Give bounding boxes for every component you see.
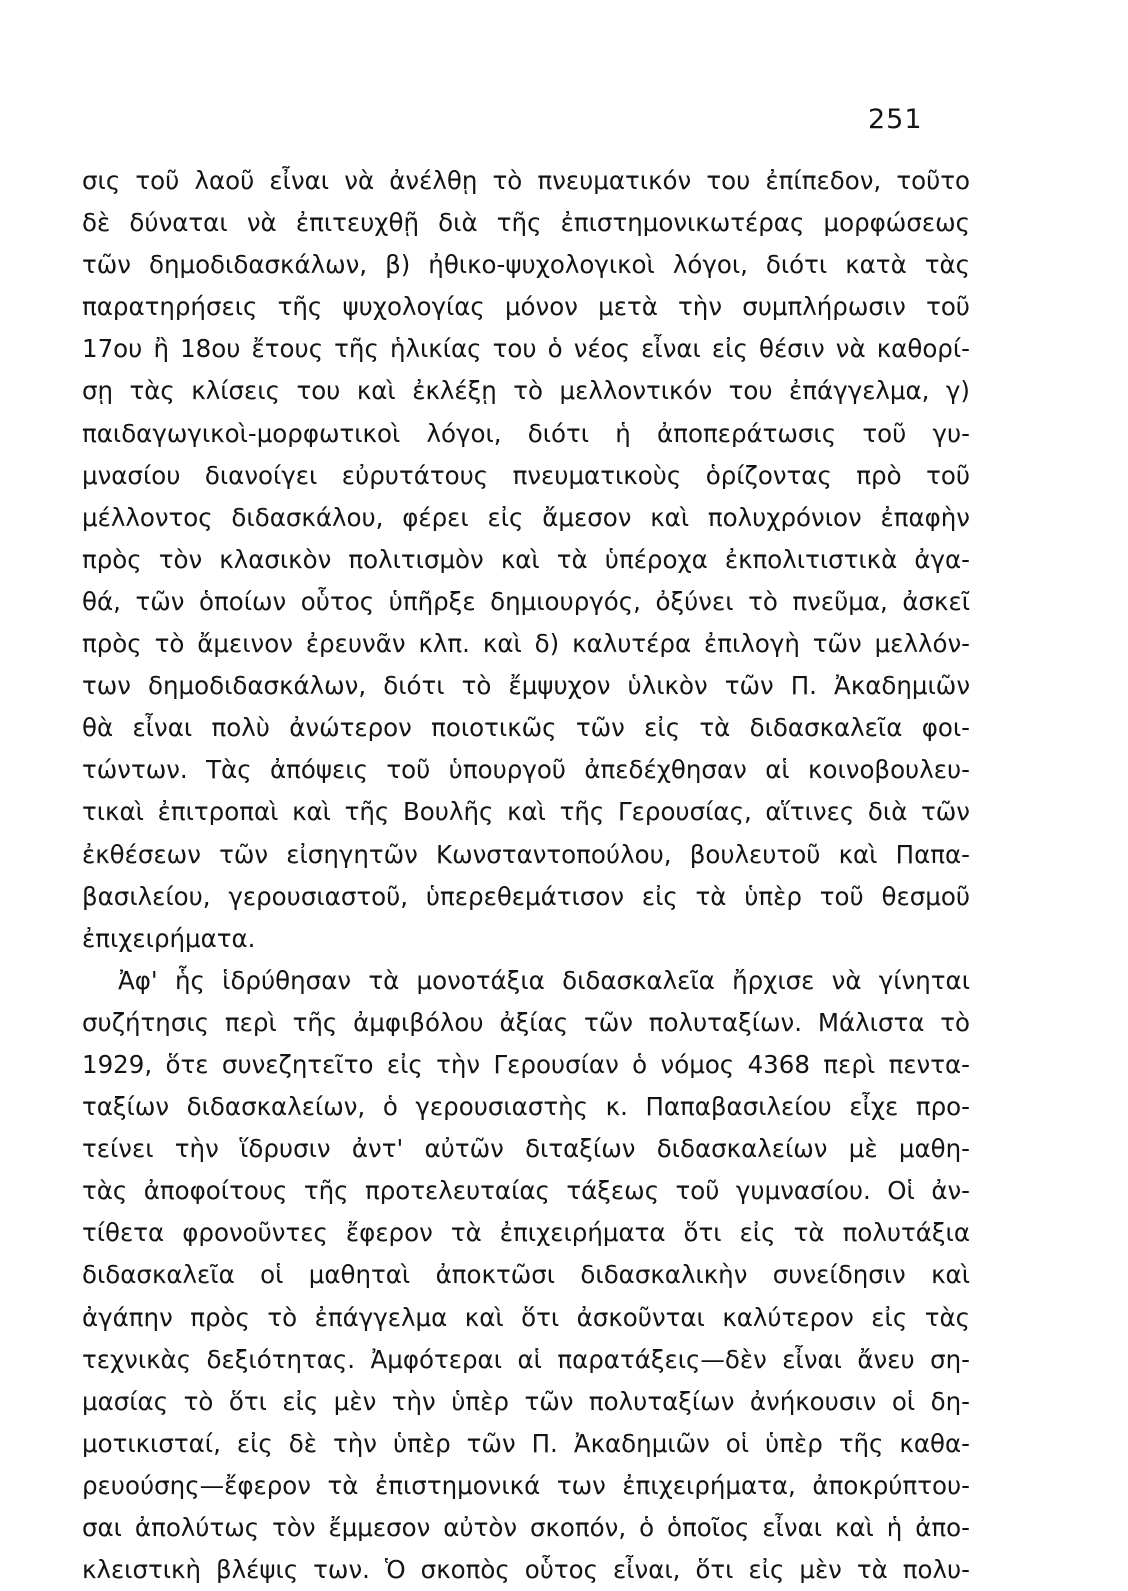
text-line: συζήτησις περὶ τῆς ἀμφιβόλου ἀξίας τῶν πολυταξίων. Μάλιστα τὸ [82, 1007, 970, 1037]
text-line: ἐκθέσεων τῶν εἰσηγητῶν Κωνσταντοπούλου, βουλευτοῦ καὶ Παπα- [82, 839, 970, 869]
text-line: δὲ δύναται νὰ ἐπιτευχθῇ διὰ τῆς ἐπιστημονικωτέρας μορφώσεως [82, 208, 970, 238]
text-line: ἐπιχειρήματα. [82, 923, 256, 953]
text-line: 1929, ὅτε συνεζητεῖτο εἰς τὴν Γερουσίαν ὁ νόμος 4368 περὶ πεντα- [82, 1049, 970, 1079]
text-line: πρὸς τὸν κλασικὸν πολιτισμὸν καὶ τὰ ὑπέροχα ἐκπολιτιστικὰ ἀγα- [82, 544, 970, 574]
text-line: παρατηρήσεις τῆς ψυχολογίας μόνον μετὰ τὴν συμπλήρωσιν τοῦ [82, 292, 970, 322]
text-line: θὰ εἶναι πολὺ ἀνώτερον ποιοτικῶς τῶν εἰς τὰ διδασκαλεῖα φοι- [82, 713, 970, 743]
text-line: τικαὶ ἐπιτροπαὶ καὶ τῆς Βουλῆς καὶ τῆς Γερουσίας, αἵτινες διὰ τῶν [82, 797, 970, 827]
text-line: Ἀφ' ἧς ἱδρύθησαν τὰ μονοτάξια διδασκαλεῖα ἤρχισε νὰ γίνηται [118, 965, 970, 995]
text-line: τίθετα φρονοῦντες ἔφερον τὰ ἐπιχειρήματα ὅτι εἰς τὰ πολυτάξια [82, 1218, 970, 1248]
text-line: πρὸς τὸ ἄμεινον ἐρευνᾶν κλπ. καὶ δ) καλυτέρα ἐπιλογὴ τῶν μελλόν- [82, 629, 970, 659]
text-line: σις τοῦ λαοῦ εἶναι νὰ ἀνέλθῃ τὸ πνευματικόν του ἐπίπεδον, τοῦτο [82, 166, 970, 195]
text-line: διδασκαλεῖα οἱ μαθηταὶ ἀποκτῶσι διδασκαλικὴν συνείδησιν καὶ [82, 1260, 970, 1290]
text-line: τείνει τὴν ἵδρυσιν ἀντ' αὐτῶν διταξίων διδασκαλείων μὲ μαθη- [82, 1134, 970, 1164]
text-line: μασίας τὸ ὅτι εἰς μὲν τὴν ὑπὲρ τῶν πολυταξίων ἀνήκουσιν οἱ δη- [82, 1386, 970, 1416]
text-line: μοτικισταί, εἰς δὲ τὴν ὑπὲρ τῶν Π. Ἀκαδημιῶν οἱ ὑπὲρ τῆς καθα- [82, 1428, 970, 1458]
text-line: τὰς ἀποφοίτους τῆς προτελευταίας τάξεως τοῦ γυμνασίου. Οἱ ἀν- [82, 1176, 970, 1206]
text-line: ἀγάπην πρὸς τὸ ἐπάγγελμα καὶ ὅτι ἀσκοῦνται καλύτερον εἰς τὰς [82, 1302, 970, 1332]
text-line: τῶν δημοδιδασκάλων, β) ἠθικο-ψυχολογικοὶ λόγοι, διότι κατὰ τὰς [82, 250, 970, 280]
text-line: κλειστικὴ βλέψις των. Ὁ σκοπὸς οὗτος εἶναι, ὅτι εἰς μὲν τὰ πολυ- [82, 1555, 970, 1585]
text-line: σῃ τὰς κλίσεις του καὶ ἐκλέξῃ τὸ μελλοντικόν του ἐπάγγελμα, γ) [82, 376, 970, 406]
text-line: μέλλοντος διδασκάλου, φέρει εἰς ἄμεσον καὶ πολυχρόνιον ἐπαφὴν [82, 502, 970, 532]
text-line: 17ου ἢ 18ου ἔτους τῆς ἡλικίας του ὁ νέος εἶναι εἰς θέσιν νὰ καθορί- [82, 334, 970, 364]
text-line: ταξίων διδασκαλείων, ὁ γερουσιαστὴς κ. Παπαβασιλείου εἶχε προ- [82, 1092, 970, 1122]
text-line: ρευούσης—ἔφερον τὰ ἐπιστημονικά των ἐπιχειρήματα, ἀποκρύπτου- [82, 1470, 970, 1500]
text-line: βασιλείου, γερουσιαστοῦ, ὑπερεθεμάτισον εἰς τὰ ὑπὲρ τοῦ θεσμοῦ [82, 881, 970, 911]
text-line: σαι ἀπολύτως τὸν ἔμμεσον αὐτὸν σκοπόν, ὁ ὁποῖος εἶναι καὶ ἡ ἀπο- [82, 1513, 970, 1542]
text-line: παιδαγωγικοὶ-μορφωτικοὶ λόγοι, διότι ἡ ἀποπεράτωσις τοῦ γυ- [82, 418, 970, 448]
page-number: 251 [868, 104, 923, 135]
text-line: τώντων. Τὰς ἀπόψεις τοῦ ὑπουργοῦ ἀπεδέχθησαν αἱ κοινοβουλευ- [82, 755, 970, 785]
text-line: μνασίου διανοίγει εὐρυτάτους πνευματικοὺς ὁρίζοντας πρὸ τοῦ [82, 460, 970, 490]
text-line: θά, τῶν ὁποίων οὗτος ὑπῆρξε δημιουργός, ὀξύνει τὸ πνεῦμα, ἀσκεῖ [82, 586, 970, 616]
text-line: των δημοδιδασκάλων, διότι τὸ ἔμψυχον ὑλικὸν τῶν Π. Ἀκαδημιῶν [82, 671, 970, 701]
text-line: τεχνικὰς δεξιότητας. Ἀμφότεραι αἱ παρατάξεις—δὲν εἶναι ἄνευ ση- [82, 1344, 970, 1374]
body-text [82, 160, 970, 1591]
